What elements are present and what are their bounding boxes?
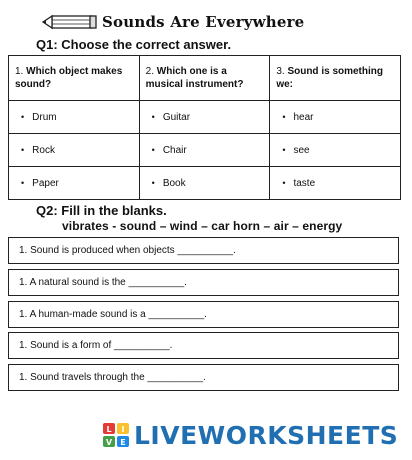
answer-option[interactable]: • Rock	[9, 134, 140, 167]
bullet-icon: •	[151, 145, 155, 155]
title-row	[42, 10, 304, 34]
answer-option[interactable]: • Book	[139, 167, 270, 200]
footer-brand	[102, 418, 398, 452]
answer-option[interactable]: • Drum	[9, 101, 140, 134]
answer-option[interactable]: • see	[270, 134, 401, 167]
bullet-icon: •	[151, 178, 155, 188]
answer-option[interactable]: • taste	[270, 167, 401, 200]
word-bank: vibrates - sound – wind – car horn – air – energy	[62, 219, 343, 233]
svg-text:E: E	[120, 438, 126, 447]
question-1-heading: Q1: Choose the correct answer.	[36, 37, 232, 52]
bullet-icon: •	[282, 145, 286, 155]
fill-blank-sentence[interactable]: 1. Sound is produced when objects __________.	[8, 237, 399, 264]
answer-option[interactable]: • Chair	[139, 134, 270, 167]
question-cell: 1. Which object makes sound?	[9, 56, 140, 101]
question-2-heading: Q2: Fill in the blanks.	[36, 203, 167, 218]
fill-blank-sentence[interactable]: 1. Sound is a form of __________.	[8, 332, 399, 359]
mcq-table	[8, 55, 401, 200]
fill-blank-sentence[interactable]: 1. A natural sound is the __________.	[8, 269, 399, 296]
bullet-icon: •	[151, 112, 155, 122]
question-cell: 2. Which one is a musical instrument?	[139, 56, 270, 101]
pencil-icon	[42, 13, 98, 31]
svg-text:L: L	[106, 425, 112, 434]
brand-name: LIVEWORKSHEETS	[134, 420, 399, 450]
question-cell: 3. Sound is something we:	[270, 56, 401, 101]
fill-blank-sentence[interactable]: 1. A human-made sound is a __________.	[8, 301, 399, 328]
liveworksheets-logo-icon	[102, 420, 132, 450]
page-title: Sounds Are Everywhere	[102, 13, 305, 31]
bullet-icon: •	[21, 145, 25, 155]
bullet-icon: •	[282, 112, 286, 122]
svg-text:V: V	[105, 438, 113, 447]
svg-text:I: I	[121, 425, 125, 434]
answer-option[interactable]: • Paper	[9, 167, 140, 200]
bullet-icon: •	[21, 112, 25, 122]
answer-option[interactable]: • hear	[270, 101, 401, 134]
fill-blank-sentence[interactable]: 1. Sound travels through the __________.	[8, 364, 399, 391]
bullet-icon: •	[21, 178, 25, 188]
answer-option[interactable]: • Guitar	[139, 101, 270, 134]
bullet-icon: •	[282, 178, 286, 188]
